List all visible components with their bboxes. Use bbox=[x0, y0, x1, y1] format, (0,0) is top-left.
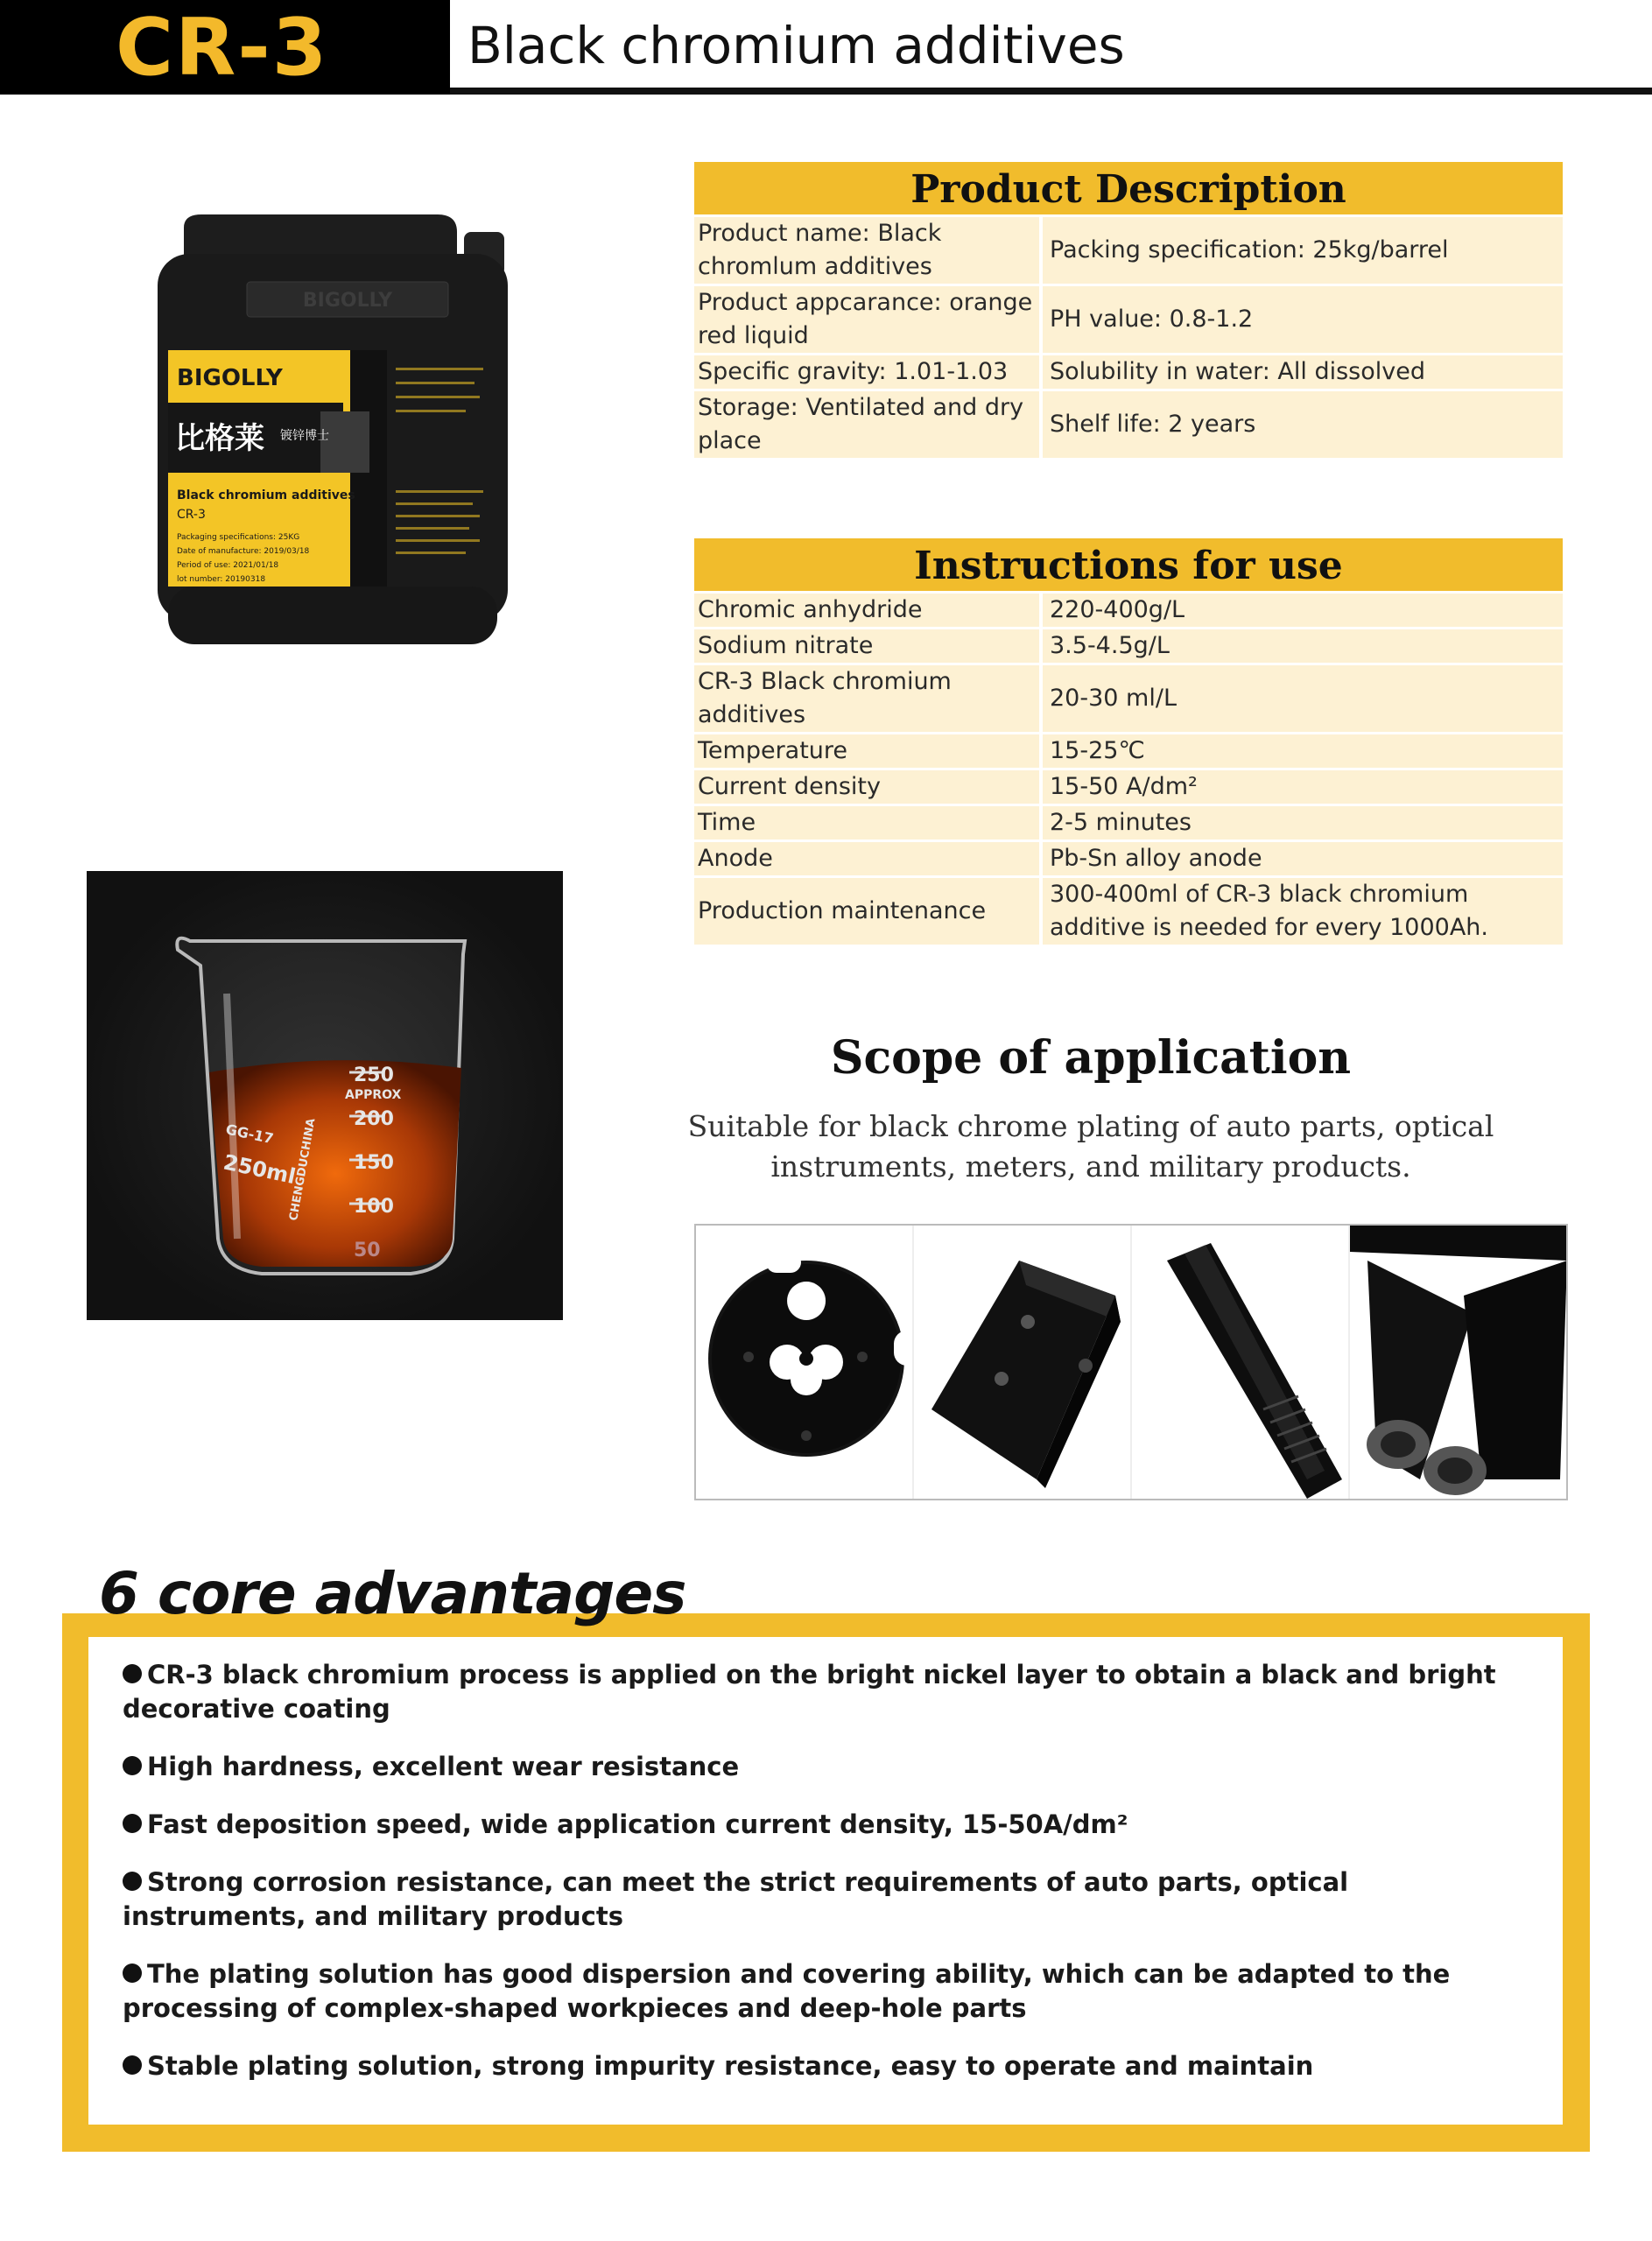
graduation-label: 250 bbox=[354, 1064, 394, 1086]
list-item bbox=[123, 1865, 1532, 1934]
list-item bbox=[123, 1957, 1532, 2026]
table-cell: Current density bbox=[694, 770, 1043, 804]
graduation-label: 150 bbox=[354, 1152, 394, 1174]
advantages-title: 6 core advantages bbox=[99, 1560, 686, 1627]
table-cell: 20-30 ml/L bbox=[1050, 685, 1177, 712]
advantage-text: The plating solution has good dispersion and covering ability, which can be adapted to the processing of complex-shaped workpieces and deep-hole parts bbox=[123, 1959, 1451, 2023]
table-cell: Temperature bbox=[694, 734, 1043, 768]
bullet-icon bbox=[123, 1872, 142, 1891]
label-line: Packaging specifications: 25KG bbox=[177, 533, 300, 542]
graduation-label: 200 bbox=[354, 1108, 394, 1130]
product-description-table bbox=[694, 162, 1563, 458]
table-cell: Specific gravity: 1.01-1.03 bbox=[694, 355, 1043, 389]
table-cell: Solubility in water: All dissolved bbox=[1050, 358, 1425, 385]
table-cell: Anode bbox=[694, 842, 1043, 875]
product-canister-image bbox=[149, 210, 517, 652]
table-cell: 300-400ml of CR-3 black chromium additive is needed for every 1000Ah. bbox=[1050, 881, 1488, 941]
bullet-icon bbox=[123, 1664, 142, 1683]
advantage-text: Stable plating solution, strong impurity resistance, easy to operate and maintain bbox=[147, 2051, 1314, 2081]
label-chinese-brand: 比格莱 bbox=[175, 421, 264, 456]
list-item bbox=[123, 1658, 1532, 1726]
beaker-model: GG-17 bbox=[224, 1120, 276, 1148]
beaker-photo bbox=[87, 871, 563, 1320]
table-cell: Packing specification: 25kg/barrel bbox=[1050, 236, 1449, 263]
part-photo-block bbox=[914, 1226, 1132, 1499]
table-cell: 15-25℃ bbox=[1050, 737, 1145, 764]
label-product-title: Black chromium additives bbox=[177, 488, 355, 502]
label-product-code: CR-3 bbox=[177, 508, 206, 522]
scope-text: Suitable for black chrome plating of auto parts, optical instruments, meters, and military products. bbox=[687, 1109, 1494, 1184]
list-item bbox=[123, 2049, 1532, 2083]
table-row bbox=[694, 627, 1563, 663]
table-row bbox=[694, 839, 1563, 875]
table-cell: Product appcarance: orange red liquid bbox=[694, 286, 1043, 353]
advantage-text: High hardness, excellent wear resistance bbox=[147, 1752, 740, 1781]
table-cell: 220-400g/L bbox=[1050, 596, 1185, 623]
table-cell: Production maintenance bbox=[694, 878, 1043, 945]
embossed-brand: BIGOLLY bbox=[302, 290, 393, 312]
part-photo-disc bbox=[696, 1226, 914, 1499]
table-cell: CR-3 Black chromium additives bbox=[694, 665, 1043, 732]
advantages-list bbox=[123, 1658, 1532, 2107]
table-cell: 15-50 A/dm² bbox=[1050, 773, 1198, 800]
list-item bbox=[123, 1750, 1532, 1784]
table-cell: Pb-Sn alloy anode bbox=[1050, 845, 1262, 872]
product-code: CR-3 bbox=[116, 2, 329, 94]
label-brand: BIGOLLY bbox=[177, 365, 283, 391]
table-cell: Storage: Ventilated and dry place bbox=[694, 391, 1043, 458]
beaker-capacity: 250ml bbox=[221, 1149, 299, 1190]
bullet-icon bbox=[123, 1814, 142, 1833]
bullet-icon bbox=[123, 1964, 142, 1983]
advantage-text: CR-3 black chromium process is applied on the bright nickel layer to obtain a black and bright decorative coating bbox=[123, 1660, 1496, 1724]
table-row bbox=[694, 591, 1563, 627]
scope-title: Scope of application bbox=[830, 1031, 1352, 1085]
label-line: lot number: 20190318 bbox=[177, 575, 266, 584]
table-cell: Sodium nitrate bbox=[694, 629, 1043, 663]
table-row bbox=[694, 804, 1563, 839]
advantage-text: Strong corrosion resistance, can meet the strict requirements of auto parts, optical instruments, and military products bbox=[123, 1867, 1349, 1931]
label-line: Period of use: 2021/01/18 bbox=[177, 561, 279, 570]
bullet-icon bbox=[123, 2055, 142, 2075]
part-photo-rod bbox=[1132, 1226, 1350, 1499]
table-cell: Time bbox=[694, 806, 1043, 839]
table-cell: Product name: Black chromlum additives bbox=[694, 217, 1043, 284]
table-row bbox=[694, 389, 1563, 458]
graduation-label: 100 bbox=[354, 1196, 394, 1218]
table-row bbox=[694, 732, 1563, 768]
table-row bbox=[694, 663, 1563, 732]
table-row bbox=[694, 875, 1563, 945]
table-row bbox=[694, 214, 1563, 284]
advantage-text: Fast deposition speed, wide application current density, 15-50A/dm² bbox=[147, 1809, 1128, 1839]
table-row bbox=[694, 284, 1563, 353]
label-line: Date of manufacture: 2019/03/18 bbox=[177, 547, 310, 556]
header-rule bbox=[450, 88, 1652, 95]
graduation-label: 50 bbox=[354, 1240, 381, 1261]
parts-photo-strip bbox=[694, 1224, 1568, 1500]
beaker-maker: CHENGDUCHINA bbox=[287, 1117, 319, 1222]
part-photo-tubes bbox=[1350, 1226, 1566, 1499]
list-item bbox=[123, 1808, 1532, 1842]
table-cell: PH value: 0.8-1.2 bbox=[1050, 306, 1254, 333]
table-cell: Chromic anhydride bbox=[694, 594, 1043, 627]
table-cell: 3.5-4.5g/L bbox=[1050, 632, 1170, 659]
table-row bbox=[694, 353, 1563, 389]
instructions-title: Instructions for use bbox=[694, 538, 1563, 591]
bullet-icon bbox=[123, 1756, 142, 1775]
table-cell: 2-5 minutes bbox=[1050, 809, 1192, 836]
page-title: Black chromium additives bbox=[467, 16, 1125, 75]
table-cell: Shelf life: 2 years bbox=[1050, 411, 1256, 438]
instructions-table bbox=[694, 538, 1563, 945]
product-description-title: Product Description bbox=[694, 162, 1563, 214]
table-row bbox=[694, 768, 1563, 804]
label-chinese-sub: 镀锌博士 bbox=[280, 429, 329, 443]
approx-label: APPROX bbox=[345, 1088, 402, 1102]
